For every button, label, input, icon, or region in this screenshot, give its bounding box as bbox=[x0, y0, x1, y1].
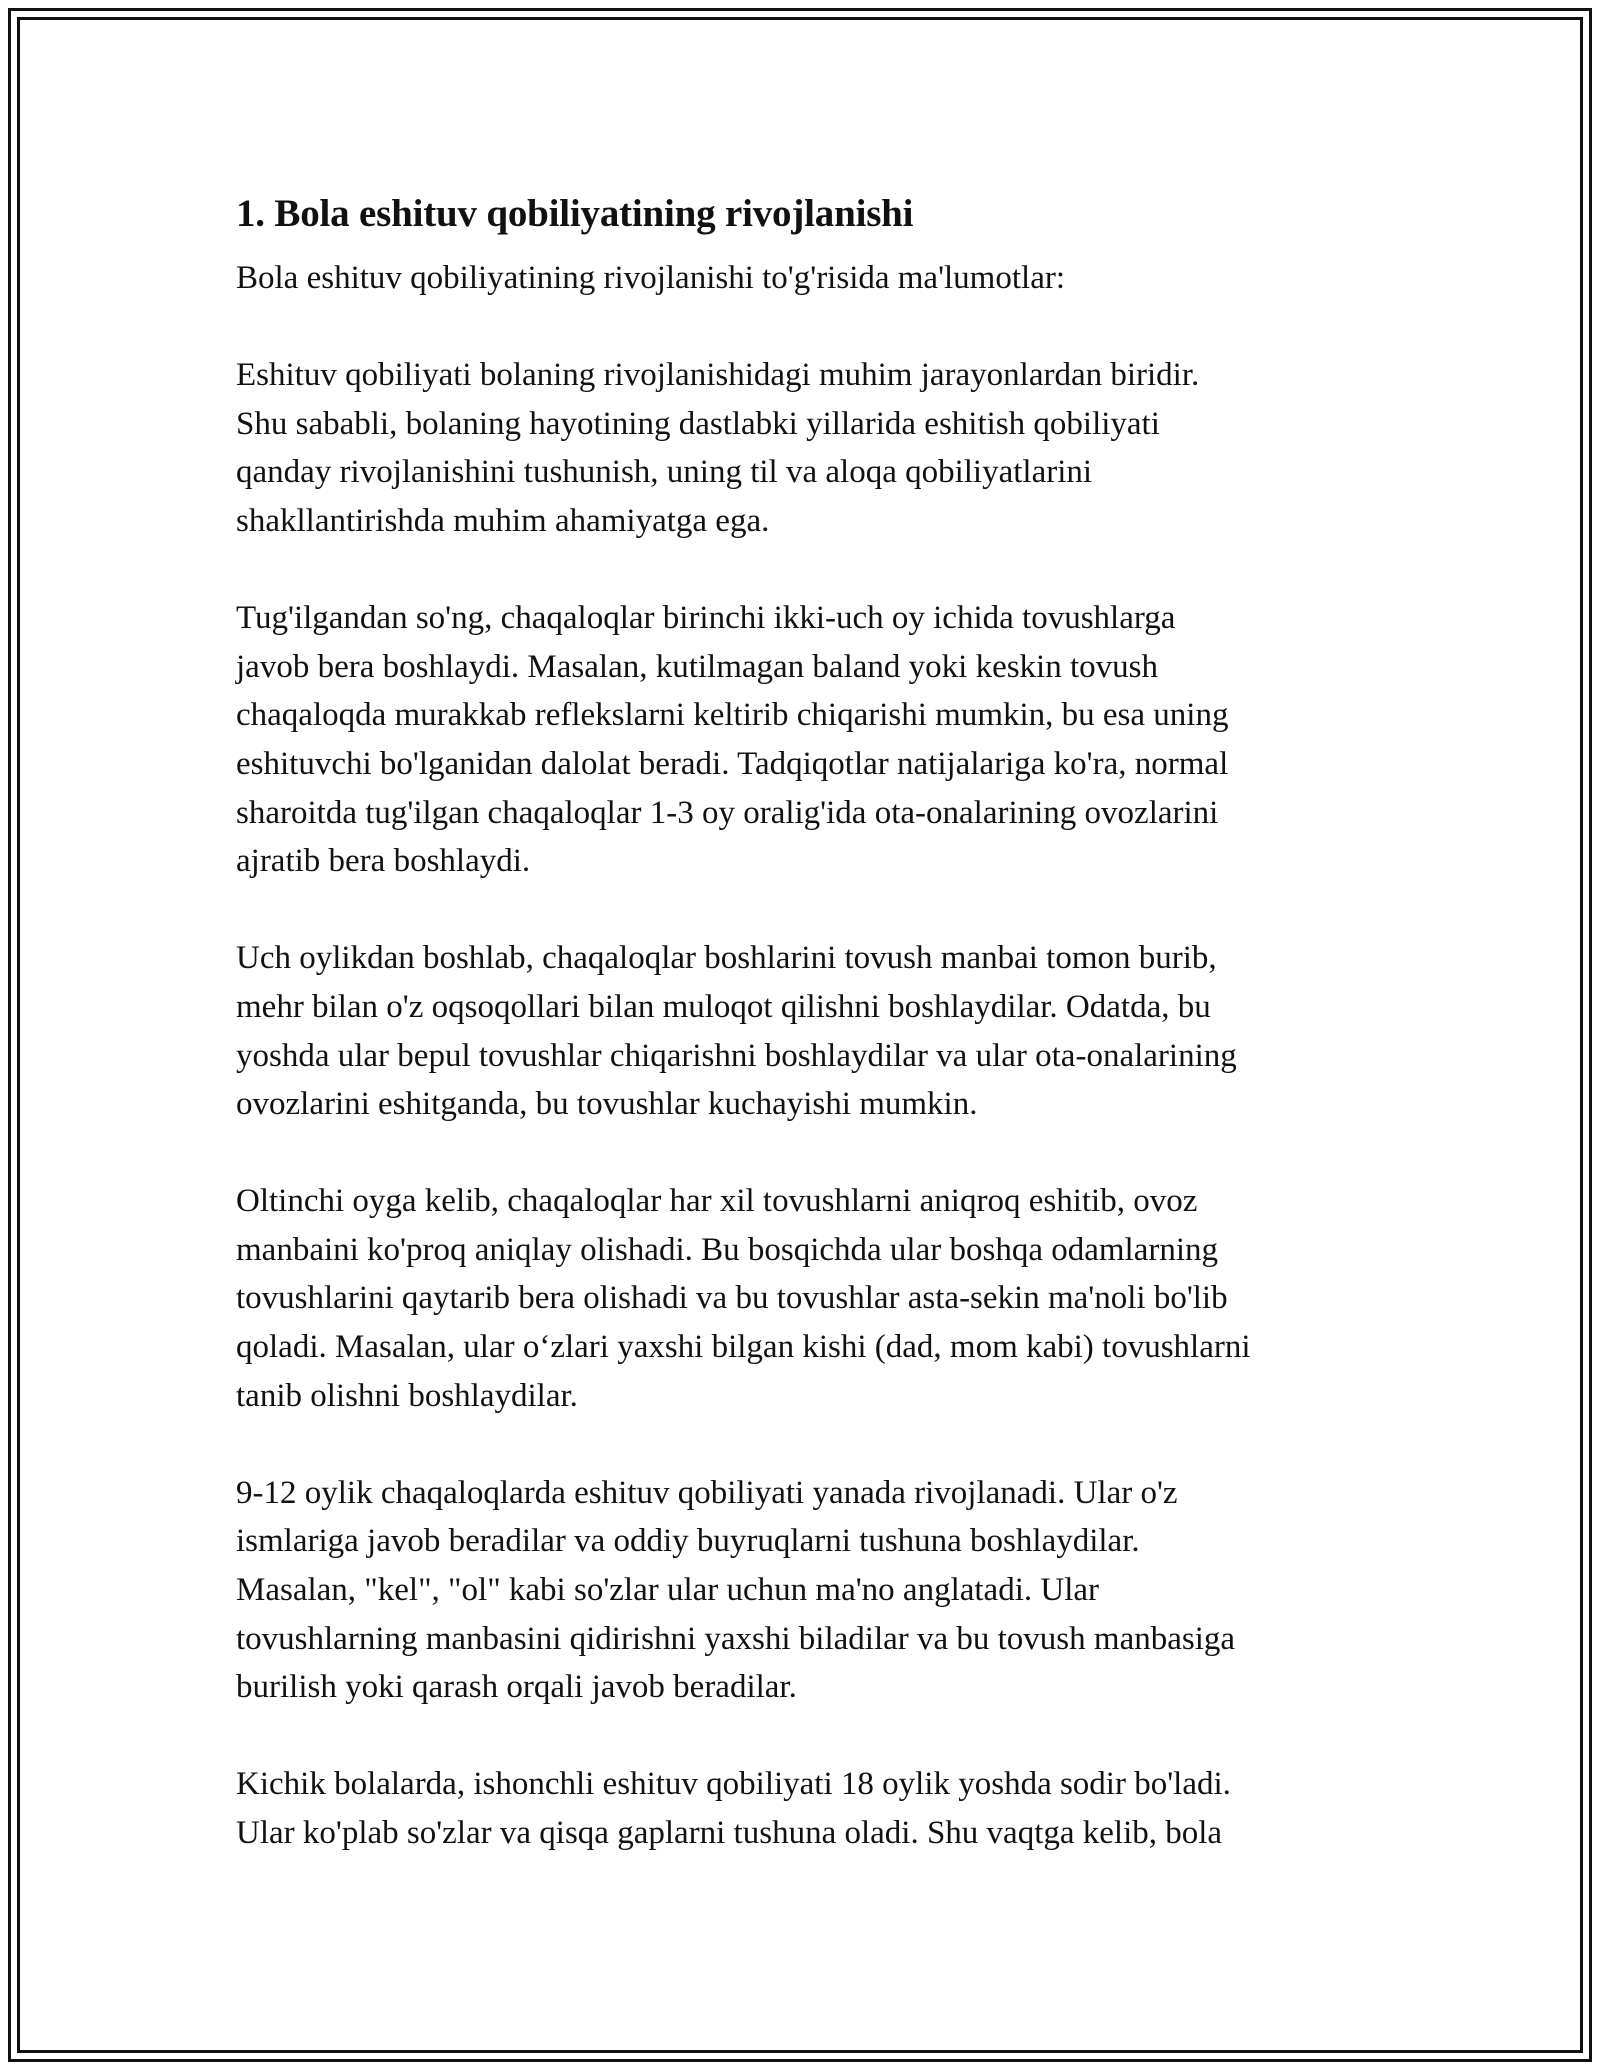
text-line: Tug'ilgandan so'ng, chaqaloqlar birinchi ikki-uch oy ichida tovushlarga bbox=[236, 600, 1176, 637]
text-line: sharoitda tug'ilgan chaqaloqlar 1-3 oy oralig'ida ota-onalarining ovozlarini bbox=[236, 794, 1219, 831]
text-line: tanib olishni boshlaydilar. bbox=[236, 1377, 578, 1414]
text-line: 9-12 oylik chaqaloqlarda eshituv qobiliyati yanada rivojlanadi. Ular o'z bbox=[236, 1474, 1178, 1511]
text-line: qoladi. Masalan, ular o‘zlari yaxshi bilgan kishi (dad, mom kabi) tovushlarni bbox=[236, 1329, 1251, 1366]
text-line: yoshda ular bepul tovushlar chiqarishni boshlaydilar va ular ota-onalarining bbox=[236, 1037, 1237, 1074]
paragraph-2 bbox=[236, 594, 1376, 886]
text-line: qanday rivojlanishini tushunish, uning til va aloqa qobiliyatlarini bbox=[236, 454, 1093, 491]
text-line: ismlariga javob beradilar va oddiy buyruqlarni tushuna boshlaydilar. bbox=[236, 1523, 1140, 1560]
text-line: Masalan, "kel", "ol" kabi so'zlar ular uchun ma'no anglatadi. Ular bbox=[236, 1572, 1100, 1609]
text-line: eshituvchi bo'lganidan dalolat beradi. Tadqiqotlar natijalariga ko'ra, normal bbox=[236, 745, 1229, 782]
paragraph-1 bbox=[236, 351, 1376, 545]
text-line: ajratib bera boshlaydi. bbox=[236, 843, 531, 880]
text-line: tovushlarning manbasini qidirishni yaxshi biladilar va bu tovush manbasiga bbox=[236, 1620, 1236, 1657]
document-body bbox=[236, 186, 1376, 1858]
text-line: manbaini ko'proq aniqlay olishadi. Bu bosqichda ular boshqa odamlarning bbox=[236, 1231, 1219, 1268]
text-line: Shu sababli, bolaning hayotining dastlabki yillarida eshitish qobiliyati bbox=[236, 405, 1160, 442]
section-heading: 1. Bola eshituv qobiliyatining rivojlanishi bbox=[236, 192, 914, 235]
text-line: javob bera boshlaydi. Masalan, kutilmagan baland yoki keskin tovush bbox=[236, 648, 1158, 685]
text-line: shakllantirishda muhim ahamiyatga ega. bbox=[236, 502, 770, 539]
text-line: Eshituv qobiliyati bolaning rivojlanishidagi muhim jarayonlardan biridir. bbox=[236, 357, 1200, 394]
paragraph-4 bbox=[236, 1177, 1376, 1420]
paragraph-3 bbox=[236, 934, 1376, 1128]
paragraph-6 bbox=[236, 1760, 1376, 1857]
text-line: tovushlarini qaytarib bera olishadi va bu tovushlar asta-sekin ma'noli bo'lib bbox=[236, 1280, 1228, 1317]
text-line: burilish yoki qarash orqali javob beradilar. bbox=[236, 1669, 797, 1706]
text-line: mehr bilan o'z oqsoqollari bilan muloqot qilishni boshlaydilar. Odatda, bu bbox=[236, 988, 1211, 1025]
text-line: chaqaloqda murakkab reflekslarni keltirib chiqarishi mumkin, bu esa uning bbox=[236, 697, 1229, 734]
text-line: Ular ko'plab so'zlar va qisqa gaplarni tushuna oladi. Shu vaqtga kelib, bola bbox=[236, 1815, 1223, 1851]
text-line: ovozlarini eshitganda, bu tovushlar kuchayishi mumkin. bbox=[236, 1086, 978, 1123]
text-line: Oltinchi oyga kelib, chaqaloqlar har xil tovushlarni aniqroq eshitib, ovoz bbox=[236, 1183, 1198, 1220]
paragraph-5 bbox=[236, 1469, 1376, 1712]
text-line: Uch oylikdan boshlab, chaqaloqlar boshlarini tovush manbai tomon burib, bbox=[236, 940, 1217, 977]
intro-line: Bola eshituv qobiliyatining rivojlanishi to'g'risida ma'lumotlar: bbox=[236, 260, 1065, 296]
text-line: Kichik bolalarda, ishonchli eshituv qobiliyati 18 oylik yoshda sodir bo'ladi. bbox=[236, 1766, 1231, 1803]
